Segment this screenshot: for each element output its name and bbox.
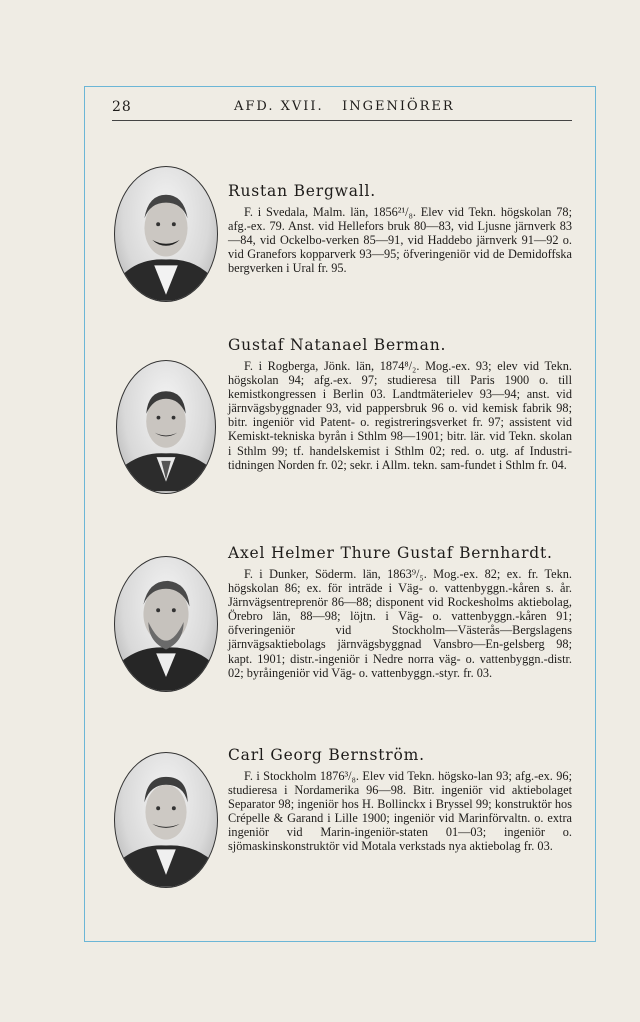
biography: F. i Stockholm 1876³/₈. Elev vid Tekn. högsko-lan 93; afg.-ex. 96; studieresa i Nordamerika 96—98. Bitr. ingeniör vid aktiebolaget Separator 98; ingeniör hos H. Bollinckx i Bryssel 99; konstruktör hos Crépelle & Garand i Lille 1900; ingeniör vid Marinförvaltn. o. extra ingeniör vid Marin-ingeniör-staten 01—03; ingeniör o. sjömaskinskonstruktör vid Motala verkstads nya aktiebolag fr. 03. xyxy=(228,769,572,854)
biography: F. i Rogberga, Jönk. län, 1874⁸/₂. Mog.-ex. 93; elev vid Tekn. högskolan 94; afg.-ex. 97; studieresa till Paris 1900 o. till kemistkongressen i Berlin 03. Landtmäterielev 93—94; anst. vid järnvägsbyggnader 93, vid pappersbruk 96 o. vid kemisk fabrik 98; bitr. ingeniör vid Patent- o. registreringsverket fr. 97; assistent vid Kemiskt-tekniska byrån i Sthlm 98—1901; bitr. lär. vid Tekn. skolan i Sthlm 99; tf. handelskemist i Sthlm 02; red. o. utg. af Industri-tidningen Norden fr. 02; sekr. i Allm. tekn. sam-fundet i Sthlm fr. 04. xyxy=(228,359,572,472)
person-name: Carl Georg Bernström. xyxy=(228,746,425,764)
portrait-photo xyxy=(114,556,218,692)
header-rule xyxy=(112,120,572,121)
entry-text-block xyxy=(228,746,572,854)
portrait-photo xyxy=(114,752,218,888)
person-name: Rustan Bergwall. xyxy=(228,182,377,200)
section-title: AFD. XVII. INGENIÖRER xyxy=(234,99,455,114)
biography: F. i Svedala, Malm. län, 1856²¹/₈. Elev vid Tekn. högskolan 78; afg.-ex. 79. Anst. vid Hellefors bruk 80—83, vid Ljusne järnverk 83—84, vid Ockelbo-verken 85—91, vid Haddebo järnverk 91—92 o. vid Granefors kopparverk 93—95; öfveringeniör vid de Demidoffska bergverken i Ural fr. 95. xyxy=(228,205,572,276)
entry-text-block xyxy=(228,336,572,472)
person-name: Gustaf Natanael Berman. xyxy=(228,336,447,354)
portrait-photo xyxy=(116,360,216,494)
page-number: 28 xyxy=(112,99,132,115)
person-name: Axel Helmer Thure Gustaf Bernhardt. xyxy=(228,544,553,562)
portrait-figure xyxy=(117,361,215,493)
entry-text-block xyxy=(228,182,572,275)
biography: F. i Dunker, Söderm. län, 1863⁹/₅. Mog.-ex. 82; ex. fr. Tekn. högskolan 86; ex. för inträde i Väg- o. vattenbyggn.-kåren s. år. Järnvägsentreprenör 86—88; disponent vid Rockesholms aktiebolag, Örebro län, 88—98; löjtn. i Väg- o. vattenbyggn.-kåren 91; öfveringeniör vid Stockholm—Västerås—Bergslagens järnvägsaktiebolags järnvägsbyggnad Vansbro—En-gelsberg 98; kapt. 1901; distr.-ingeniör i Nedre norra väg- o. vattenbyggn.-distr. 02; byråingeniör vid Väg- o. vattenbyggn.-styr. fr. 03. xyxy=(228,567,572,680)
portrait-figure xyxy=(115,557,217,691)
portrait-figure xyxy=(115,167,217,301)
running-header xyxy=(112,99,572,121)
portrait-photo xyxy=(114,166,218,302)
entry-text-block xyxy=(228,544,572,680)
portrait-figure xyxy=(115,753,217,887)
